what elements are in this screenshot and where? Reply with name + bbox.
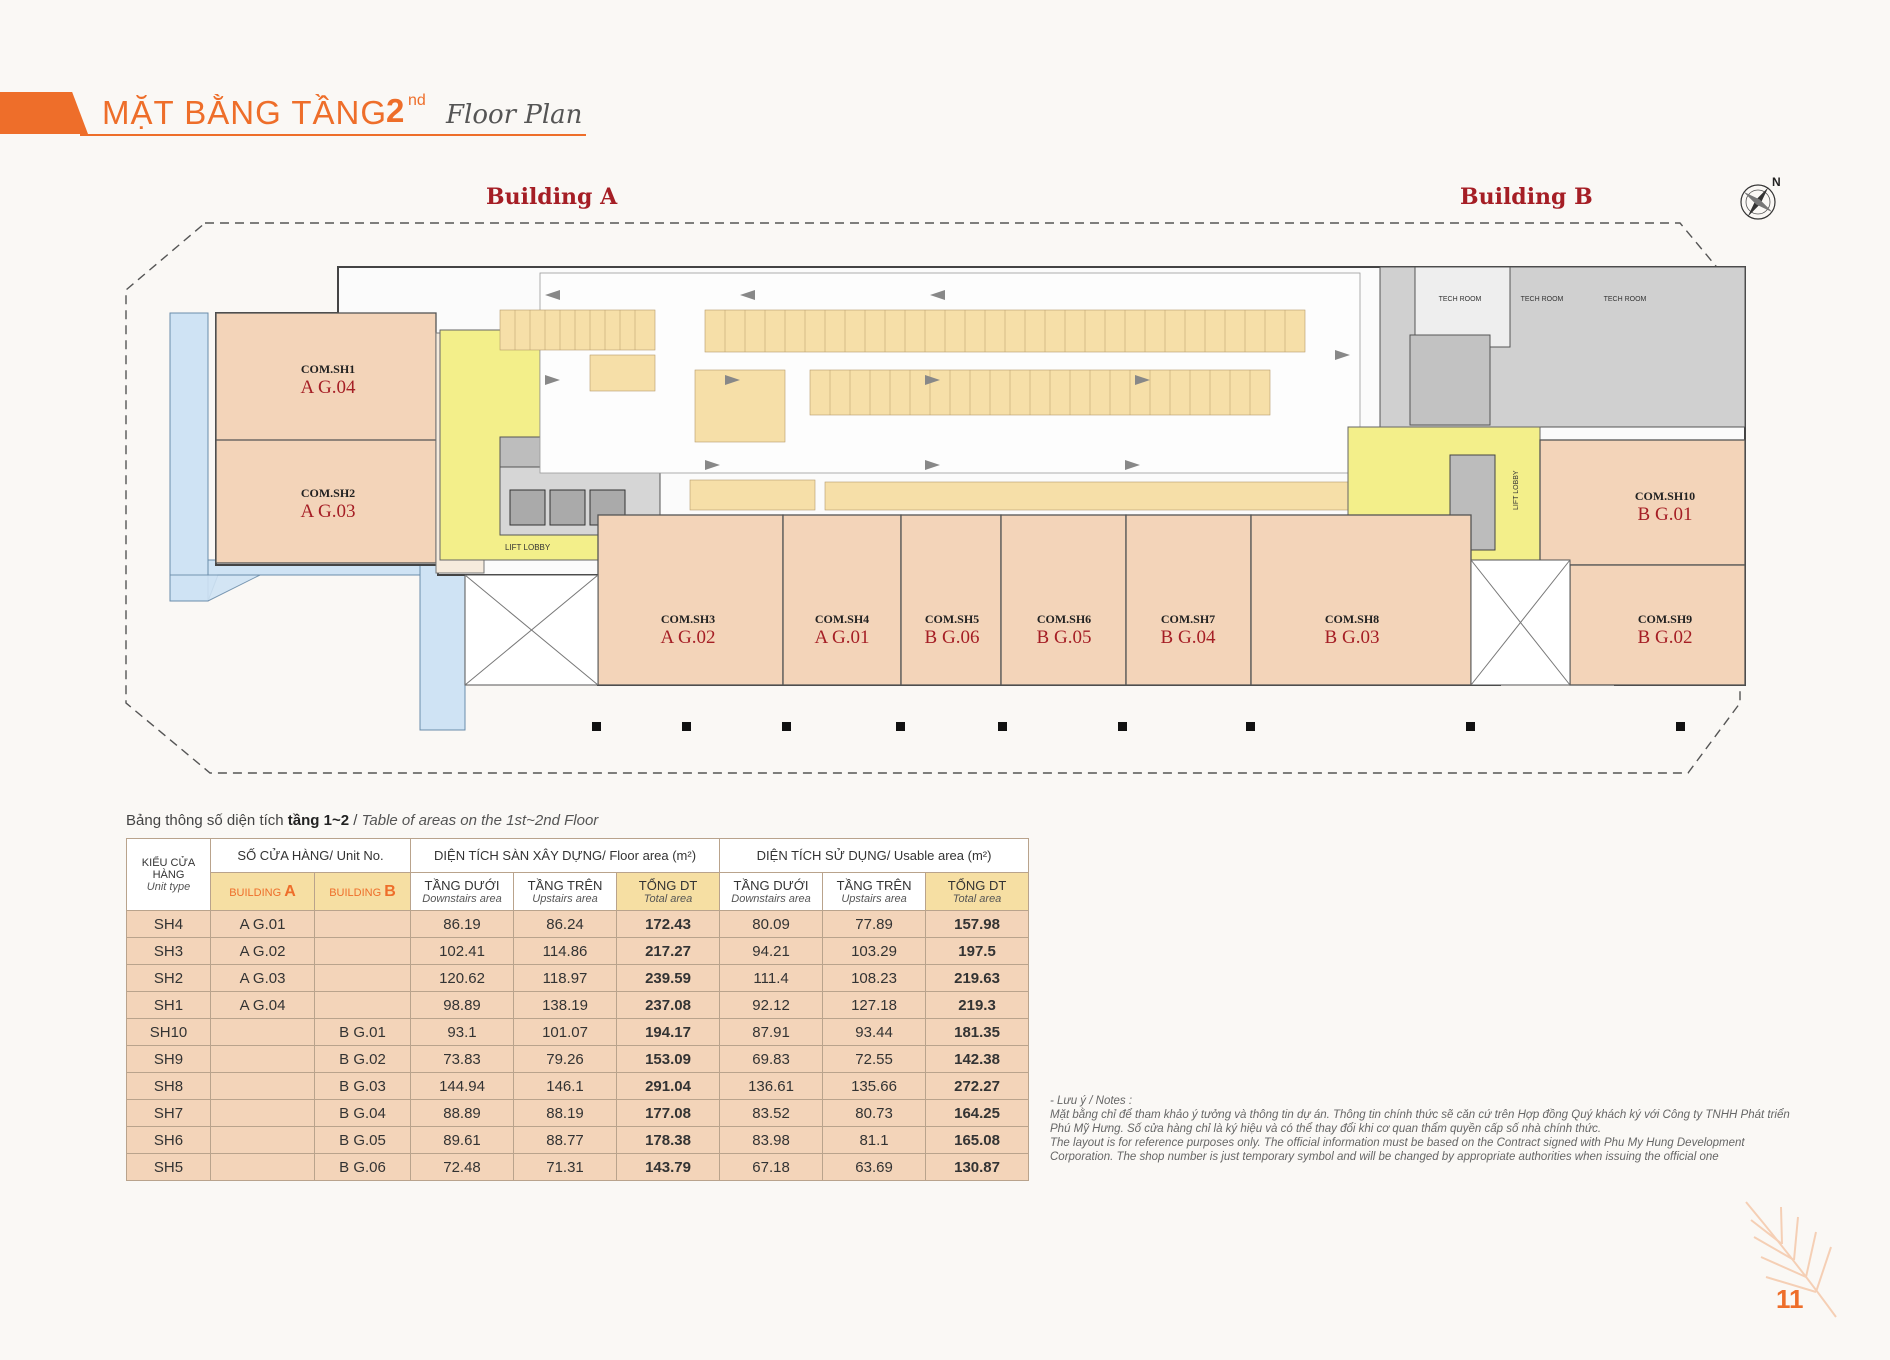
header-usable-total-en: Total area — [952, 893, 1002, 905]
floor-downstairs-cell: 93.1 — [411, 1019, 514, 1046]
unit-type-cell: SH3 — [127, 938, 211, 965]
floor-upstairs-cell: 88.19 — [514, 1100, 617, 1127]
building-b-unit-cell — [315, 911, 411, 938]
notes-vietnamese: Mặt bằng chỉ để tham khảo ý tưởng và thông tin dự án. Thông tin chính thức sẽ căn cứ trên Hợp đồng Quý khách ký với Công ty TNHH Phát triển Phú Mỹ Hưng. Số cửa hàng chỉ là ký hiệu và có thể thay đổi khi cơ quan thẩm quyền cấp số nhà chính thức. — [1050, 1109, 1790, 1135]
unit-type-cell: SH10 — [127, 1019, 211, 1046]
page-title-suffix: nd — [408, 92, 426, 109]
usable-total-cell: 164.25 — [926, 1100, 1029, 1127]
table-row — [127, 965, 1029, 992]
unit-type-cell: SH7 — [127, 1100, 211, 1127]
floor-downstairs-cell: 102.41 — [411, 938, 514, 965]
usable-downstairs-cell: 136.61 — [720, 1073, 823, 1100]
floor-downstairs-cell: 120.62 — [411, 965, 514, 992]
table-row — [127, 992, 1029, 1019]
usable-total-cell: 130.87 — [926, 1154, 1029, 1181]
usable-total-cell: 165.08 — [926, 1127, 1029, 1154]
header-usable-down-en: Downstairs area — [731, 893, 811, 905]
unit-type-cell: SH2 — [127, 965, 211, 992]
floor-total-cell: 194.17 — [617, 1019, 720, 1046]
unit-name-sh7: B G.04 — [1160, 627, 1216, 648]
lift-lobby-b-label: LIFT LOBBY — [1513, 470, 1520, 510]
table-row — [127, 1073, 1029, 1100]
usable-upstairs-cell: 72.55 — [823, 1046, 926, 1073]
unit-name-sh3: A G.02 — [660, 627, 716, 648]
table-caption — [126, 812, 598, 829]
usable-upstairs-cell: 127.18 — [823, 992, 926, 1019]
building-a-unit-cell — [211, 1019, 315, 1046]
unit-code-sh1: COM.SH1 — [300, 362, 356, 376]
floor-downstairs-cell: 89.61 — [411, 1127, 514, 1154]
usable-downstairs-cell: 111.4 — [720, 965, 823, 992]
usable-upstairs-cell: 93.44 — [823, 1019, 926, 1046]
page-title-number: 2 — [386, 92, 405, 129]
unit-name-sh4: A G.01 — [814, 627, 870, 648]
header-building-b — [315, 873, 411, 911]
unit-type-cell: SH1 — [127, 992, 211, 1019]
table-row — [127, 1127, 1029, 1154]
notes — [1050, 1094, 1790, 1164]
usable-upstairs-cell: 80.73 — [823, 1100, 926, 1127]
floor-total-cell: 291.04 — [617, 1073, 720, 1100]
title-accent-bar — [0, 92, 88, 134]
unit-name-sh9: B G.02 — [1637, 627, 1693, 648]
caption-prefix: Bảng thông số diện tích — [126, 812, 288, 829]
floor-upstairs-cell: 118.97 — [514, 965, 617, 992]
unit-name-sh8: B G.03 — [1324, 627, 1380, 648]
usable-total-cell: 157.98 — [926, 911, 1029, 938]
header-floor-up-en: Upstairs area — [532, 893, 598, 905]
usable-total-cell: 272.27 — [926, 1073, 1029, 1100]
floor-downstairs-cell: 72.48 — [411, 1154, 514, 1181]
usable-total-cell: 142.38 — [926, 1046, 1029, 1073]
table-row — [127, 938, 1029, 965]
unit-name-sh2: A G.03 — [300, 501, 356, 522]
unit-code-sh7: COM.SH7 — [1160, 612, 1216, 626]
building-b-unit-cell: B G.06 — [315, 1154, 411, 1181]
building-a-unit-cell: A G.01 — [211, 911, 315, 938]
floor-downstairs-cell: 86.19 — [411, 911, 514, 938]
building-b-unit-cell — [315, 938, 411, 965]
unit-code-sh8: COM.SH8 — [1324, 612, 1380, 626]
usable-upstairs-cell: 81.1 — [823, 1127, 926, 1154]
floor-downstairs-cell: 144.94 — [411, 1073, 514, 1100]
building-b-unit-cell: B G.03 — [315, 1073, 411, 1100]
header-unit-type — [127, 839, 211, 911]
usable-upstairs-cell: 77.89 — [823, 911, 926, 938]
tech-room-1-label: TECH ROOM — [1438, 296, 1482, 303]
usable-total-cell: 219.3 — [926, 992, 1029, 1019]
building-b-unit-cell: B G.04 — [315, 1100, 411, 1127]
floor-upstairs-cell: 114.86 — [514, 938, 617, 965]
tech-room-3-label: TECH ROOM — [1603, 296, 1647, 303]
floor-total-cell: 172.43 — [617, 911, 720, 938]
south-retail-strip — [598, 515, 1471, 685]
usable-downstairs-cell: 87.91 — [720, 1019, 823, 1046]
unit-code-sh2: COM.SH2 — [300, 486, 356, 500]
tech-room-2-label: TECH ROOM — [1520, 296, 1564, 303]
north-label: N — [1772, 176, 1781, 189]
header-usable-up-vi: TẦNG TRÊN — [836, 878, 912, 893]
floor-downstairs-cell: 88.89 — [411, 1100, 514, 1127]
floor-total-cell: 178.38 — [617, 1127, 720, 1154]
floor-total-cell: 177.08 — [617, 1100, 720, 1127]
building-a-unit-cell — [211, 1154, 315, 1181]
building-a-unit-cell: A G.03 — [211, 965, 315, 992]
header-unit-no: SỐ CỬA HÀNG/ Unit No. — [211, 839, 411, 873]
unit-type-cell: SH8 — [127, 1073, 211, 1100]
building-b-unit-cell — [315, 965, 411, 992]
building-b-unit-cell: B G.02 — [315, 1046, 411, 1073]
unit-type-cell: SH9 — [127, 1046, 211, 1073]
building-a-label: Building A — [486, 184, 618, 210]
floor-upstairs-cell: 146.1 — [514, 1073, 617, 1100]
usable-downstairs-cell: 83.98 — [720, 1127, 823, 1154]
table-row — [127, 1019, 1029, 1046]
header-building-b-letter: B — [384, 882, 396, 900]
header-floor-total-en: Total area — [643, 893, 693, 905]
header-building-b-small: BUILDING — [329, 886, 382, 899]
usable-downstairs-cell: 80.09 — [720, 911, 823, 938]
header-building-a-small: BUILDING — [229, 886, 282, 899]
unit-code-sh5: COM.SH5 — [924, 612, 980, 626]
page-title-script: Floor Plan — [446, 100, 583, 130]
floor-downstairs-cell: 73.83 — [411, 1046, 514, 1073]
usable-downstairs-cell: 69.83 — [720, 1046, 823, 1073]
building-a-unit-cell — [211, 1100, 315, 1127]
floor-upstairs-cell: 88.77 — [514, 1127, 617, 1154]
header-building-a — [211, 873, 315, 911]
floor-total-cell: 143.79 — [617, 1154, 720, 1181]
header-floor-down — [411, 873, 514, 911]
caption-english: Table of areas on the 1st~2nd Floor — [361, 812, 599, 829]
caption-separator: / — [349, 812, 362, 829]
page-number: 11 — [1776, 1284, 1804, 1314]
building-a-unit-cell — [211, 1046, 315, 1073]
unit-code-sh6: COM.SH6 — [1036, 612, 1092, 626]
caption-bold: tầng 1~2 — [287, 812, 350, 829]
header-usable-down — [720, 873, 823, 911]
floor-downstairs-cell: 98.89 — [411, 992, 514, 1019]
floor-upstairs-cell: 79.26 — [514, 1046, 617, 1073]
usable-upstairs-cell: 63.69 — [823, 1154, 926, 1181]
building-b-unit-cell: B G.05 — [315, 1127, 411, 1154]
unit-name-sh1: A G.04 — [300, 377, 356, 398]
header-usable-up — [823, 873, 926, 911]
notes-heading: - Lưu ý / Notes : — [1050, 1095, 1133, 1107]
unit-name-sh6: B G.05 — [1036, 627, 1092, 648]
header-floor-up-vi: TẦNG TRÊN — [527, 878, 603, 893]
building-a-unit-cell — [211, 1127, 315, 1154]
header-building-a-letter: A — [284, 882, 296, 900]
floor-upstairs-cell: 138.19 — [514, 992, 617, 1019]
unit-code-sh10: COM.SH10 — [1634, 489, 1696, 503]
structural-columns — [592, 722, 1685, 731]
usable-upstairs-cell: 103.29 — [823, 938, 926, 965]
page-title: MẶT BẰNG TẦNG — [102, 94, 387, 131]
unit-type-cell: SH4 — [127, 911, 211, 938]
header-floor-down-en: Downstairs area — [422, 893, 502, 905]
building-a-unit-cell: A G.04 — [211, 992, 315, 1019]
page-header — [0, 92, 590, 136]
unit-name-sh10: B G.01 — [1637, 504, 1693, 525]
unit-type-cell: SH6 — [127, 1127, 211, 1154]
header-unit-type-vi: KIỂU CỬA HÀNG — [141, 856, 196, 881]
area-table — [126, 838, 1029, 1181]
usable-total-cell: 181.35 — [926, 1019, 1029, 1046]
floor-total-cell: 153.09 — [617, 1046, 720, 1073]
usable-downstairs-cell: 92.12 — [720, 992, 823, 1019]
header-usable-down-vi: TẦNG DƯỚI — [733, 878, 809, 893]
building-a-unit-cell — [211, 1073, 315, 1100]
header-floor-area: DIỆN TÍCH SÀN XÂY DỰNG/ Floor area (m²) — [411, 839, 720, 873]
building-b-unit-cell — [315, 992, 411, 1019]
table-row — [127, 1046, 1029, 1073]
floor-total-cell: 217.27 — [617, 938, 720, 965]
header-usable-total — [926, 873, 1029, 911]
table-row — [127, 911, 1029, 938]
notes-english: The layout is for reference purposes only. The official information must be based on the Contract signed with Phu My Hung Development Corporation. The shop number is just temporary symbol and will be changed by appropriate authorities when issuing the official one — [1050, 1137, 1745, 1163]
floor-total-cell: 237.08 — [617, 992, 720, 1019]
header-unit-type-en: Unit type — [146, 880, 191, 893]
header-usable-area: DIỆN TÍCH SỬ DỤNG/ Usable area (m²) — [720, 839, 1029, 873]
unit-code-sh9: COM.SH9 — [1637, 612, 1693, 626]
building-a-unit-cell: A G.02 — [211, 938, 315, 965]
usable-total-cell: 197.5 — [926, 938, 1029, 965]
usable-downstairs-cell: 83.52 — [720, 1100, 823, 1127]
unit-name-sh5: B G.06 — [924, 627, 980, 648]
floor-upstairs-cell: 101.07 — [514, 1019, 617, 1046]
unit-type-cell: SH5 — [127, 1154, 211, 1181]
header-floor-total-vi: TỔNG DT — [638, 878, 698, 893]
floor-total-cell: 239.59 — [617, 965, 720, 992]
floor-upstairs-cell: 71.31 — [514, 1154, 617, 1181]
floor-plan — [120, 215, 1760, 785]
unit-code-sh3: COM.SH3 — [660, 612, 716, 626]
lift-lobby-a-label: LIFT LOBBY — [505, 543, 551, 552]
header-usable-up-en: Upstairs area — [841, 893, 907, 905]
unit-code-sh4: COM.SH4 — [814, 612, 870, 626]
title-underline — [80, 134, 586, 136]
table-row — [127, 1154, 1029, 1181]
header-floor-down-vi: TẦNG DƯỚI — [424, 878, 500, 893]
header-floor-up — [514, 873, 617, 911]
building-b-label: Building B — [1460, 184, 1593, 210]
table-row — [127, 1100, 1029, 1127]
usable-downstairs-cell: 67.18 — [720, 1154, 823, 1181]
header-floor-total — [617, 873, 720, 911]
usable-downstairs-cell: 94.21 — [720, 938, 823, 965]
header-usable-total-vi: TỔNG DT — [947, 878, 1007, 893]
floor-upstairs-cell: 86.24 — [514, 911, 617, 938]
area-table-body — [127, 911, 1029, 1181]
usable-upstairs-cell: 135.66 — [823, 1073, 926, 1100]
usable-upstairs-cell: 108.23 — [823, 965, 926, 992]
usable-total-cell: 219.63 — [926, 965, 1029, 992]
building-b-unit-cell: B G.01 — [315, 1019, 411, 1046]
